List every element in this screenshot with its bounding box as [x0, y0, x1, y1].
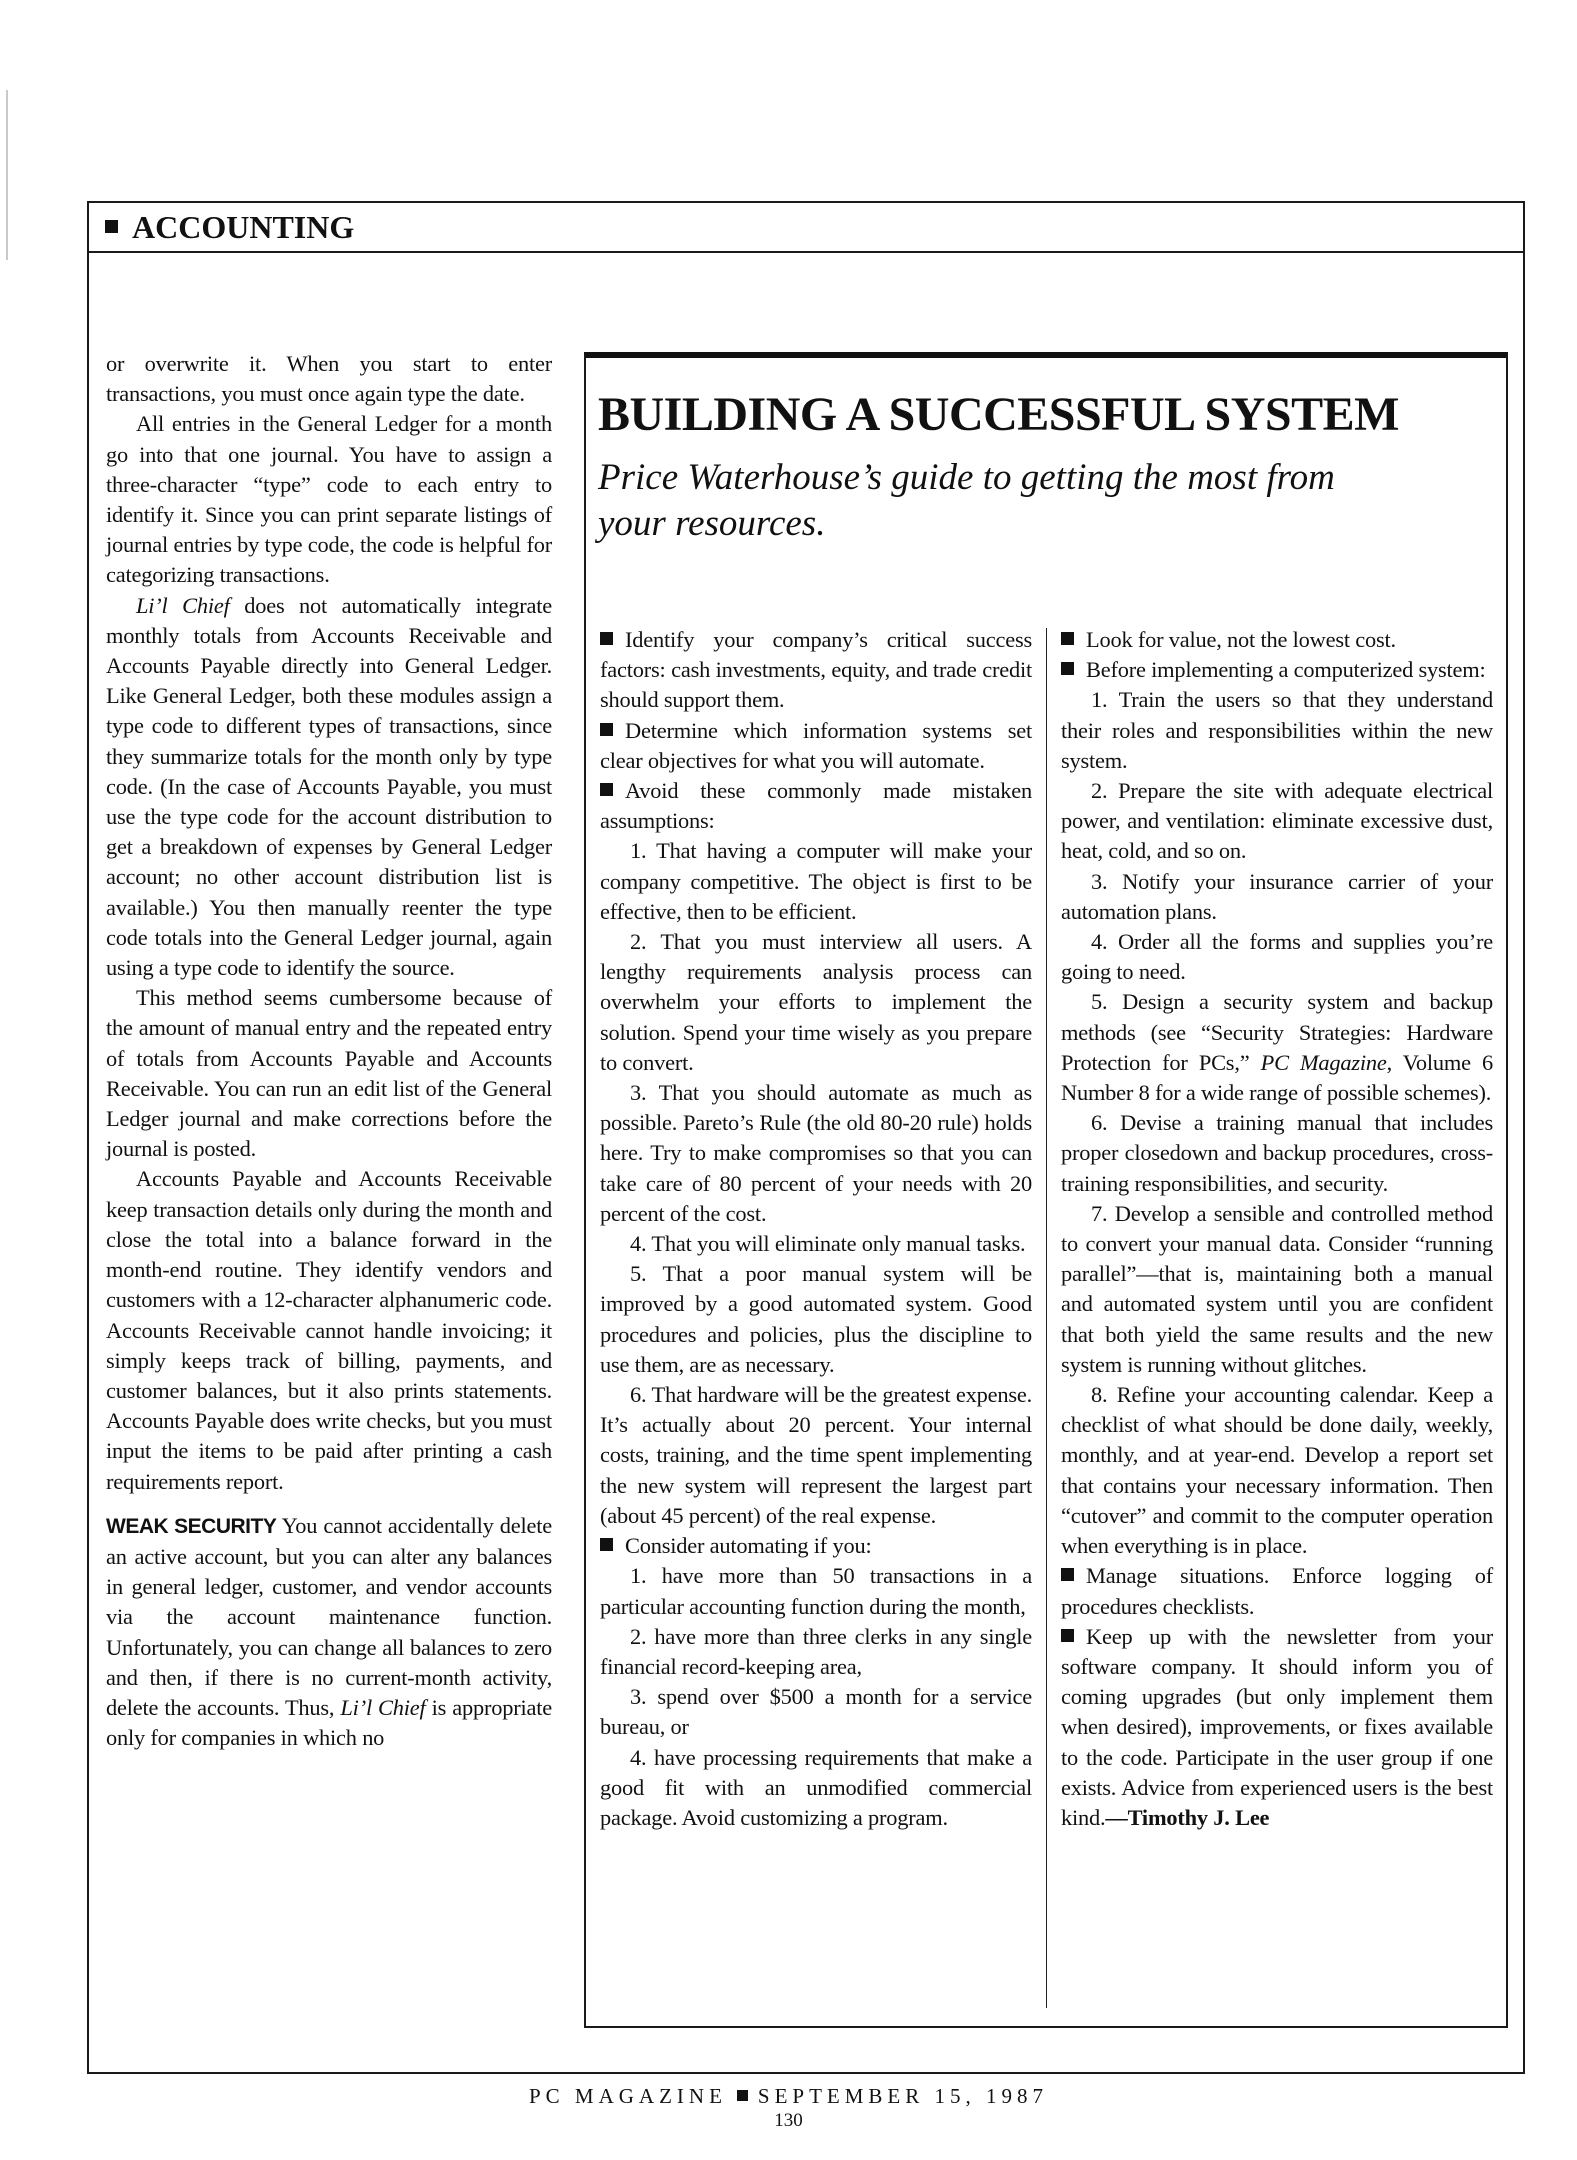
- paragraph: All entries in the General Ledger for a month go into that one journal. You have to assign a three-character “type” code to each entry to identify it. Since you can print separate listings of journal entries by type code, the code is helpful for categorizing transactions.: [106, 411, 552, 588]
- square-bullet-icon: [600, 783, 613, 796]
- item-text: 8. Refine your accounting calendar. Keep a checklist of what should be done daily, weekly, monthly, and at year-end. Develop a report set that contains your necessary information. Then “cutover” and commit to the computer operation when everything is in place.: [1061, 1382, 1493, 1559]
- item-text: Manage situations. Enforce logging of procedures checklists.: [1061, 1563, 1493, 1619]
- author-byline: —Timothy J. Lee: [1105, 1804, 1270, 1830]
- bullet-item: [1061, 625, 1493, 655]
- article-left-column: [106, 349, 552, 1753]
- paragraph: or overwrite it. When you start to enter transactions, you must once again type the date.: [106, 351, 552, 407]
- item-text: 2. Prepare the site with adequate electrical power, and ventilation: eliminate excessive dust, heat, cold, and so on.: [1061, 778, 1493, 864]
- item-text: 6. That hardware will be the greatest expense. It’s actually about 20 percent. Your internal costs, training, and the time spent implementing the new system will represent the largest part (about 45 percent) of the real expense.: [600, 1382, 1032, 1528]
- numbered-item: [1061, 1108, 1493, 1199]
- numbered-item: [600, 836, 1032, 927]
- item-text: Determine which information systems set clear objectives for what you will automate.: [600, 717, 1032, 773]
- item-text: Before implementing a computerized system:: [1086, 657, 1486, 683]
- paragraph: [106, 1511, 552, 1754]
- section-label: ACCOUNTING: [132, 209, 355, 245]
- numbered-item: [600, 1622, 1032, 1682]
- numbered-item: [1061, 1199, 1493, 1380]
- paragraph: [106, 591, 552, 984]
- numbered-item: [600, 1682, 1032, 1742]
- item-text: Look for value, not the lowest cost.: [1086, 627, 1396, 652]
- item-text: Avoid these commonly made mistaken assumptions:: [600, 778, 1032, 834]
- sidebar-subtitle: Price Waterhouse’s guide to getting the most from your resources.: [598, 457, 1335, 544]
- square-bullet-icon: [1061, 662, 1074, 675]
- subhead: WEAK SECURITY: [106, 1514, 277, 1538]
- numbered-item: [1061, 987, 1493, 1108]
- bullet-item: [1061, 655, 1493, 685]
- numbered-item: [600, 927, 1032, 1078]
- sidebar-middle-column: [600, 625, 1032, 1833]
- item-text: 2. have more than three clerks in any single financial record-keeping area,: [600, 1623, 1032, 1679]
- page-number: 130: [774, 2110, 803, 2131]
- item-text: 1. That having a computer will make your company competitive. The object is first to be effective, then to be efficient.: [600, 838, 1032, 924]
- square-bullet-icon: [1061, 1629, 1074, 1642]
- item-text: Consider automating if you:: [625, 1533, 872, 1559]
- numbered-item: [600, 1229, 1032, 1259]
- numbered-item: [1061, 867, 1493, 927]
- bullet-item: [600, 776, 1032, 836]
- item-text: 3. Notify your insurance carrier of your automation plans.: [1061, 868, 1493, 924]
- column-divider: [1046, 628, 1047, 2008]
- item-text: 3. That you should automate as much as possible. Pareto’s Rule (the old 80-20 rule) holds here. Try to make compromises so that you can take care of 80 percent of your needs with 20 percent of the cost.: [600, 1080, 1032, 1226]
- item-text: 2. That you must interview all users. A lengthy requirements analysis process can overwhelm your efforts to implement the solution. Spend your time wisely as you prepare to convert.: [600, 929, 1032, 1075]
- numbered-item: [600, 1561, 1032, 1621]
- item-text: 4. have processing requirements that make a good fit with an unmodified commercial package. Avoid customizing a program.: [600, 1744, 1032, 1830]
- numbered-item: [1061, 927, 1493, 987]
- numbered-item: [1061, 685, 1493, 776]
- sidebar-right-column: [1061, 625, 1493, 1833]
- scan-edge-mark: [6, 90, 8, 260]
- square-bullet-icon: [1061, 1568, 1074, 1581]
- item-text: 5. Design a security system and backup methods (see “Security Strategies: Hardware Protection for PCs,”: [1061, 989, 1493, 1075]
- numbered-item: [600, 1259, 1032, 1380]
- product-name: Li’l Chief: [340, 1694, 426, 1720]
- paragraph: This method seems cumbersome because of the amount of manual entry and the repeated entry of totals from Accounts Payable and Accounts Receivable. You can run an edit list of the General Ledger journal and make corrections before the journal is posted.: [106, 985, 552, 1162]
- bullet-item: [1061, 1622, 1493, 1833]
- sidebar-title: BUILDING A SUCCESSFUL SYSTEM: [598, 388, 1399, 441]
- numbered-item: [1061, 776, 1493, 867]
- numbered-item: [600, 1380, 1032, 1531]
- square-bullet-icon: [600, 1538, 613, 1551]
- numbered-item: [1061, 1380, 1493, 1561]
- item-text: 4. Order all the forms and supplies you’re going to need.: [1061, 929, 1493, 985]
- bullet-item: [1061, 1561, 1493, 1621]
- bullet-item: [600, 625, 1032, 716]
- item-text: 7. Develop a sensible and controlled method to convert your manual data. Consider “running parallel”—that is, maintaining both a manual and automated system until you are confident that both yield the same results and the new system is running without glitches.: [1061, 1200, 1493, 1377]
- square-bullet-icon: [105, 220, 118, 233]
- square-bullet-icon: [600, 723, 613, 736]
- square-bullet-icon: [737, 2090, 748, 2101]
- square-bullet-icon: [600, 632, 613, 645]
- issue-date: SEPTEMBER 15, 1987: [757, 2084, 1049, 2108]
- item-text: , Volume 6 Number 8 for a wide range of possible schemes).: [1061, 1049, 1493, 1106]
- footer: [0, 2083, 1577, 2109]
- bullet-item: [600, 716, 1032, 776]
- numbered-item: [600, 1743, 1032, 1834]
- square-bullet-icon: [1061, 632, 1074, 645]
- product-name: Li’l Chief: [136, 592, 230, 618]
- paragraph-text: does not automatically integrate monthly totals from Accounts Receivable and Accounts Payable directly into General Ledger. Like General Ledger, both these modules assign a type code to different types of transactions, since they summarize totals for the month only by type code. (In the case of Accounts Payable, you must use the type code for the account distribution to get a breakdown of expenses by General Ledger account; no other account distribution list is available.) You then manually reenter the type code totals into the General Ledger journal, again using a type code to identify the source.: [106, 592, 552, 981]
- item-text: Keep up with the newsletter from your software company. It should inform you of coming upgrades (but only implement them when desired), improvements, or fixes available to the code. Participate in the user group if one exists. Advice from experienced users is the best kind.: [1061, 1623, 1493, 1830]
- item-text: Identify your company’s critical success factors: cash investments, equity, and trade credit should support them.: [600, 627, 1032, 713]
- paragraph-text: You cannot accidentally delete an active account, but you can alter any balances in general ledger, customer, and vendor accounts via the account maintenance function. Unfortunately, you can change all balances to zero and then, if there is no current-month activity, delete the accounts. Thus,: [106, 1512, 552, 1720]
- magazine-name: PC MAGAZINE: [528, 2084, 727, 2108]
- paragraph-text: is appropriate only for companies in which no: [106, 1694, 552, 1751]
- item-text: 1. have more than 50 transactions in a particular accounting function during the month,: [600, 1563, 1032, 1619]
- item-text: 4. That you will eliminate only manual tasks.: [630, 1231, 1026, 1257]
- numbered-item: [600, 1078, 1032, 1229]
- item-text: 5. That a poor manual system will be improved by a good automated system. Good procedures and policies, plus the discipline to use them, are as necessary.: [600, 1261, 1032, 1377]
- paragraph: Accounts Payable and Accounts Receivable keep transaction details only during the month and close the total into a balance forward in the month-end routine. They identify vendors and customers with a 12-character alphanumeric code. Accounts Receivable cannot handle invoicing; it simply keeps track of billing, payments, and customer balances, but it also prints statements. Accounts Payable does write checks, but you must input the items to be paid after printing a cash requirements report.: [106, 1166, 552, 1494]
- bullet-item: [600, 1531, 1032, 1561]
- magazine-name: PC Magazine: [1260, 1049, 1387, 1075]
- item-text: 1. Train the users so that they understand their roles and responsibilities within the new system.: [1061, 687, 1493, 773]
- item-text: 3. spend over $500 a month for a service bureau, or: [600, 1684, 1032, 1740]
- item-text: 6. Devise a training manual that includes proper closedown and backup procedures, cross-training responsibilities, and security.: [1061, 1110, 1493, 1196]
- section-header: [89, 203, 1523, 253]
